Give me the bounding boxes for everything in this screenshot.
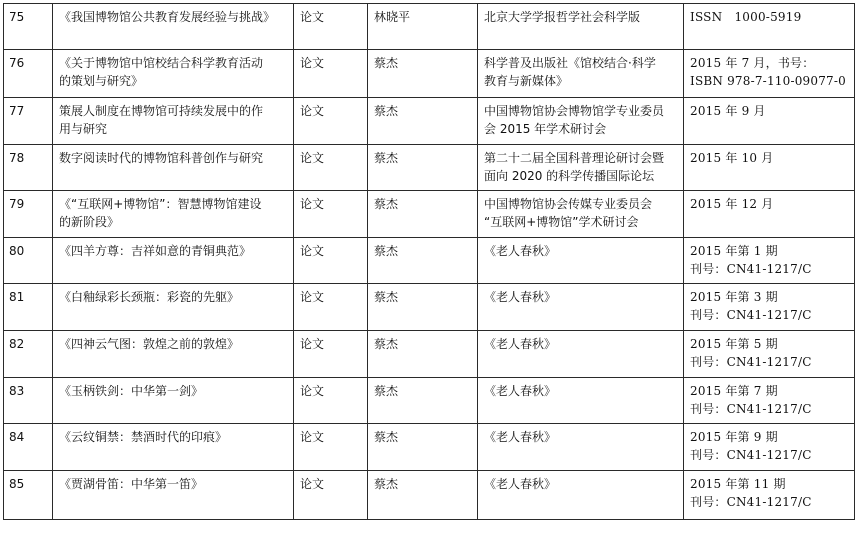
title-cell (53, 4, 294, 50)
author-cell: 蔡杰 (368, 424, 478, 471)
detail-cell (684, 331, 855, 378)
publisher-cell-line: 《老人春秋》 (484, 430, 557, 444)
detail-cell (684, 145, 855, 191)
publisher-cell (478, 331, 684, 378)
table-row (4, 145, 855, 191)
author-cell: 林晓平 (368, 4, 478, 50)
row-number-cell: 79 (4, 191, 53, 238)
title-cell-line: 《我国博物馆公共教育发展经验与挑战》 (59, 10, 276, 24)
publisher-cell (478, 50, 684, 98)
title-cell (53, 238, 294, 284)
publisher-cell (478, 238, 684, 284)
detail-cell (684, 424, 855, 471)
title-cell (53, 191, 294, 238)
author-cell: 蔡杰 (368, 98, 478, 145)
detail-cell (684, 98, 855, 145)
detail-cell-line: 2015 年第 3 期 (690, 290, 778, 304)
detail-cell-line: 2015 年第 1 期 (690, 244, 778, 258)
title-cell-line: 《关于博物馆中馆校结合科学教育活动 (59, 56, 264, 70)
row-number-cell: 76 (4, 50, 53, 98)
publisher-cell (478, 471, 684, 520)
type-cell: 论文 (294, 424, 368, 471)
author-cell: 蔡杰 (368, 191, 478, 238)
detail-cell-line: 2015 年第 9 期 (690, 430, 778, 444)
row-number-cell: 85 (4, 471, 53, 520)
title-cell-line: 用与研究 (59, 122, 108, 136)
publisher-cell-line: “互联网+博物馆”学术研讨会 (484, 215, 639, 229)
detail-cell-line: 刊号：CN41-1217/C (690, 448, 812, 462)
row-number-cell: 78 (4, 145, 53, 191)
table-row (4, 378, 855, 424)
title-cell (53, 424, 294, 471)
author-cell: 蔡杰 (368, 145, 478, 191)
title-cell (53, 284, 294, 331)
title-cell (53, 378, 294, 424)
detail-cell-line: 2015 年 9 月 (690, 104, 766, 118)
detail-cell-line: 2015 年 12 月 (690, 197, 774, 211)
detail-cell-line: 2015 年 10 月 (690, 151, 774, 165)
type-cell: 论文 (294, 145, 368, 191)
title-cell (53, 50, 294, 98)
publisher-cell-line: 《老人春秋》 (484, 244, 557, 258)
publisher-cell (478, 424, 684, 471)
detail-cell (684, 191, 855, 238)
detail-cell-line: 2015 年 7 月，书号： (690, 56, 815, 70)
detail-cell-line: 2015 年第 11 期 (690, 477, 786, 491)
table-row (4, 191, 855, 238)
title-cell-line: 《贾湖骨笛：中华第一笛》 (59, 477, 204, 491)
type-cell: 论文 (294, 50, 368, 98)
detail-cell-line: 刊号：CN41-1217/C (690, 308, 812, 322)
author-cell: 蔡杰 (368, 238, 478, 284)
type-cell: 论文 (294, 284, 368, 331)
title-cell (53, 471, 294, 520)
row-number-cell: 77 (4, 98, 53, 145)
title-cell-line: 的策划与研究》 (59, 74, 144, 88)
publisher-cell (478, 98, 684, 145)
title-cell (53, 331, 294, 378)
title-cell-line: 的新阶段》 (59, 215, 120, 229)
title-cell-line: 《“互联网+博物馆”：智慧博物馆建设 (59, 197, 262, 211)
detail-cell (684, 238, 855, 284)
type-cell: 论文 (294, 471, 368, 520)
type-cell: 论文 (294, 378, 368, 424)
publisher-cell-line: 《老人春秋》 (484, 337, 557, 351)
publisher-cell (478, 378, 684, 424)
row-number-cell: 84 (4, 424, 53, 471)
publisher-cell-line: 北京大学学报哲学社会科学版 (484, 10, 641, 24)
publisher-cell-line: 第二十二届全国科普理论研讨会暨 (484, 151, 665, 165)
publisher-cell-line: 会 2015 年学术研讨会 (484, 122, 607, 136)
row-number-cell: 80 (4, 238, 53, 284)
detail-cell-line: 2015 年第 5 期 (690, 337, 778, 351)
title-cell-line: 策展人制度在博物馆可持续发展中的作 (59, 104, 264, 118)
title-cell-line: 《四羊方尊：吉祥如意的青铜典范》 (59, 244, 252, 258)
title-cell-line: 《玉柄铁剑：中华第一剑》 (59, 384, 204, 398)
publisher-cell-line: 科学普及出版社《馆校结合·科学 (484, 56, 656, 70)
author-cell: 蔡杰 (368, 284, 478, 331)
table-row (4, 4, 855, 50)
detail-cell (684, 4, 855, 50)
table-row (4, 98, 855, 145)
publisher-cell (478, 4, 684, 50)
publisher-cell-line: 教育与新媒体》 (484, 74, 569, 88)
table-row (4, 50, 855, 98)
title-cell (53, 145, 294, 191)
row-number-cell: 82 (4, 331, 53, 378)
author-cell: 蔡杰 (368, 50, 478, 98)
detail-cell (684, 284, 855, 331)
detail-cell-line: 刊号：CN41-1217/C (690, 355, 812, 369)
publisher-cell (478, 145, 684, 191)
type-cell: 论文 (294, 98, 368, 145)
type-cell: 论文 (294, 191, 368, 238)
type-cell: 论文 (294, 238, 368, 284)
title-cell (53, 98, 294, 145)
publisher-cell-line: 《老人春秋》 (484, 384, 557, 398)
detail-cell (684, 50, 855, 98)
publisher-cell (478, 191, 684, 238)
author-cell: 蔡杰 (368, 378, 478, 424)
row-number-cell: 75 (4, 4, 53, 50)
publications-table-body (4, 4, 855, 520)
detail-cell (684, 471, 855, 520)
publisher-cell-line: 中国博物馆协会传媒专业委员会 (484, 197, 653, 211)
publications-table (3, 3, 855, 520)
table-row (4, 331, 855, 378)
detail-cell-line: 2015 年第 7 期 (690, 384, 778, 398)
title-cell-line: 《四神云气图：敦煌之前的敦煌》 (59, 337, 240, 351)
table-row (4, 424, 855, 471)
detail-cell-line: 刊号：CN41-1217/C (690, 402, 812, 416)
publisher-cell-line: 面向 2020 的科学传播国际论坛 (484, 169, 655, 183)
author-cell: 蔡杰 (368, 471, 478, 520)
publisher-cell (478, 284, 684, 331)
type-cell: 论文 (294, 4, 368, 50)
table-row (4, 284, 855, 331)
row-number-cell: 83 (4, 378, 53, 424)
author-cell: 蔡杰 (368, 331, 478, 378)
publisher-cell-line: 《老人春秋》 (484, 477, 557, 491)
row-number-cell: 81 (4, 284, 53, 331)
detail-cell-line: ISSN 1000-5919 (690, 10, 802, 24)
title-cell-line: 《白釉绿彩长颈瓶：彩瓷的先躯》 (59, 290, 240, 304)
table-row (4, 238, 855, 284)
table-row (4, 471, 855, 520)
detail-cell (684, 378, 855, 424)
title-cell-line: 数字阅读时代的博物馆科普创作与研究 (59, 151, 264, 165)
type-cell: 论文 (294, 331, 368, 378)
detail-cell-line: 刊号：CN41-1217/C (690, 262, 812, 276)
publisher-cell-line: 中国博物馆协会博物馆学专业委员 (484, 104, 665, 118)
title-cell-line: 《云纹铜禁：禁酒时代的印痕》 (59, 430, 228, 444)
detail-cell-line: ISBN 978-7-110-09077-0 (690, 74, 846, 88)
publisher-cell-line: 《老人春秋》 (484, 290, 557, 304)
detail-cell-line: 刊号：CN41-1217/C (690, 495, 812, 509)
